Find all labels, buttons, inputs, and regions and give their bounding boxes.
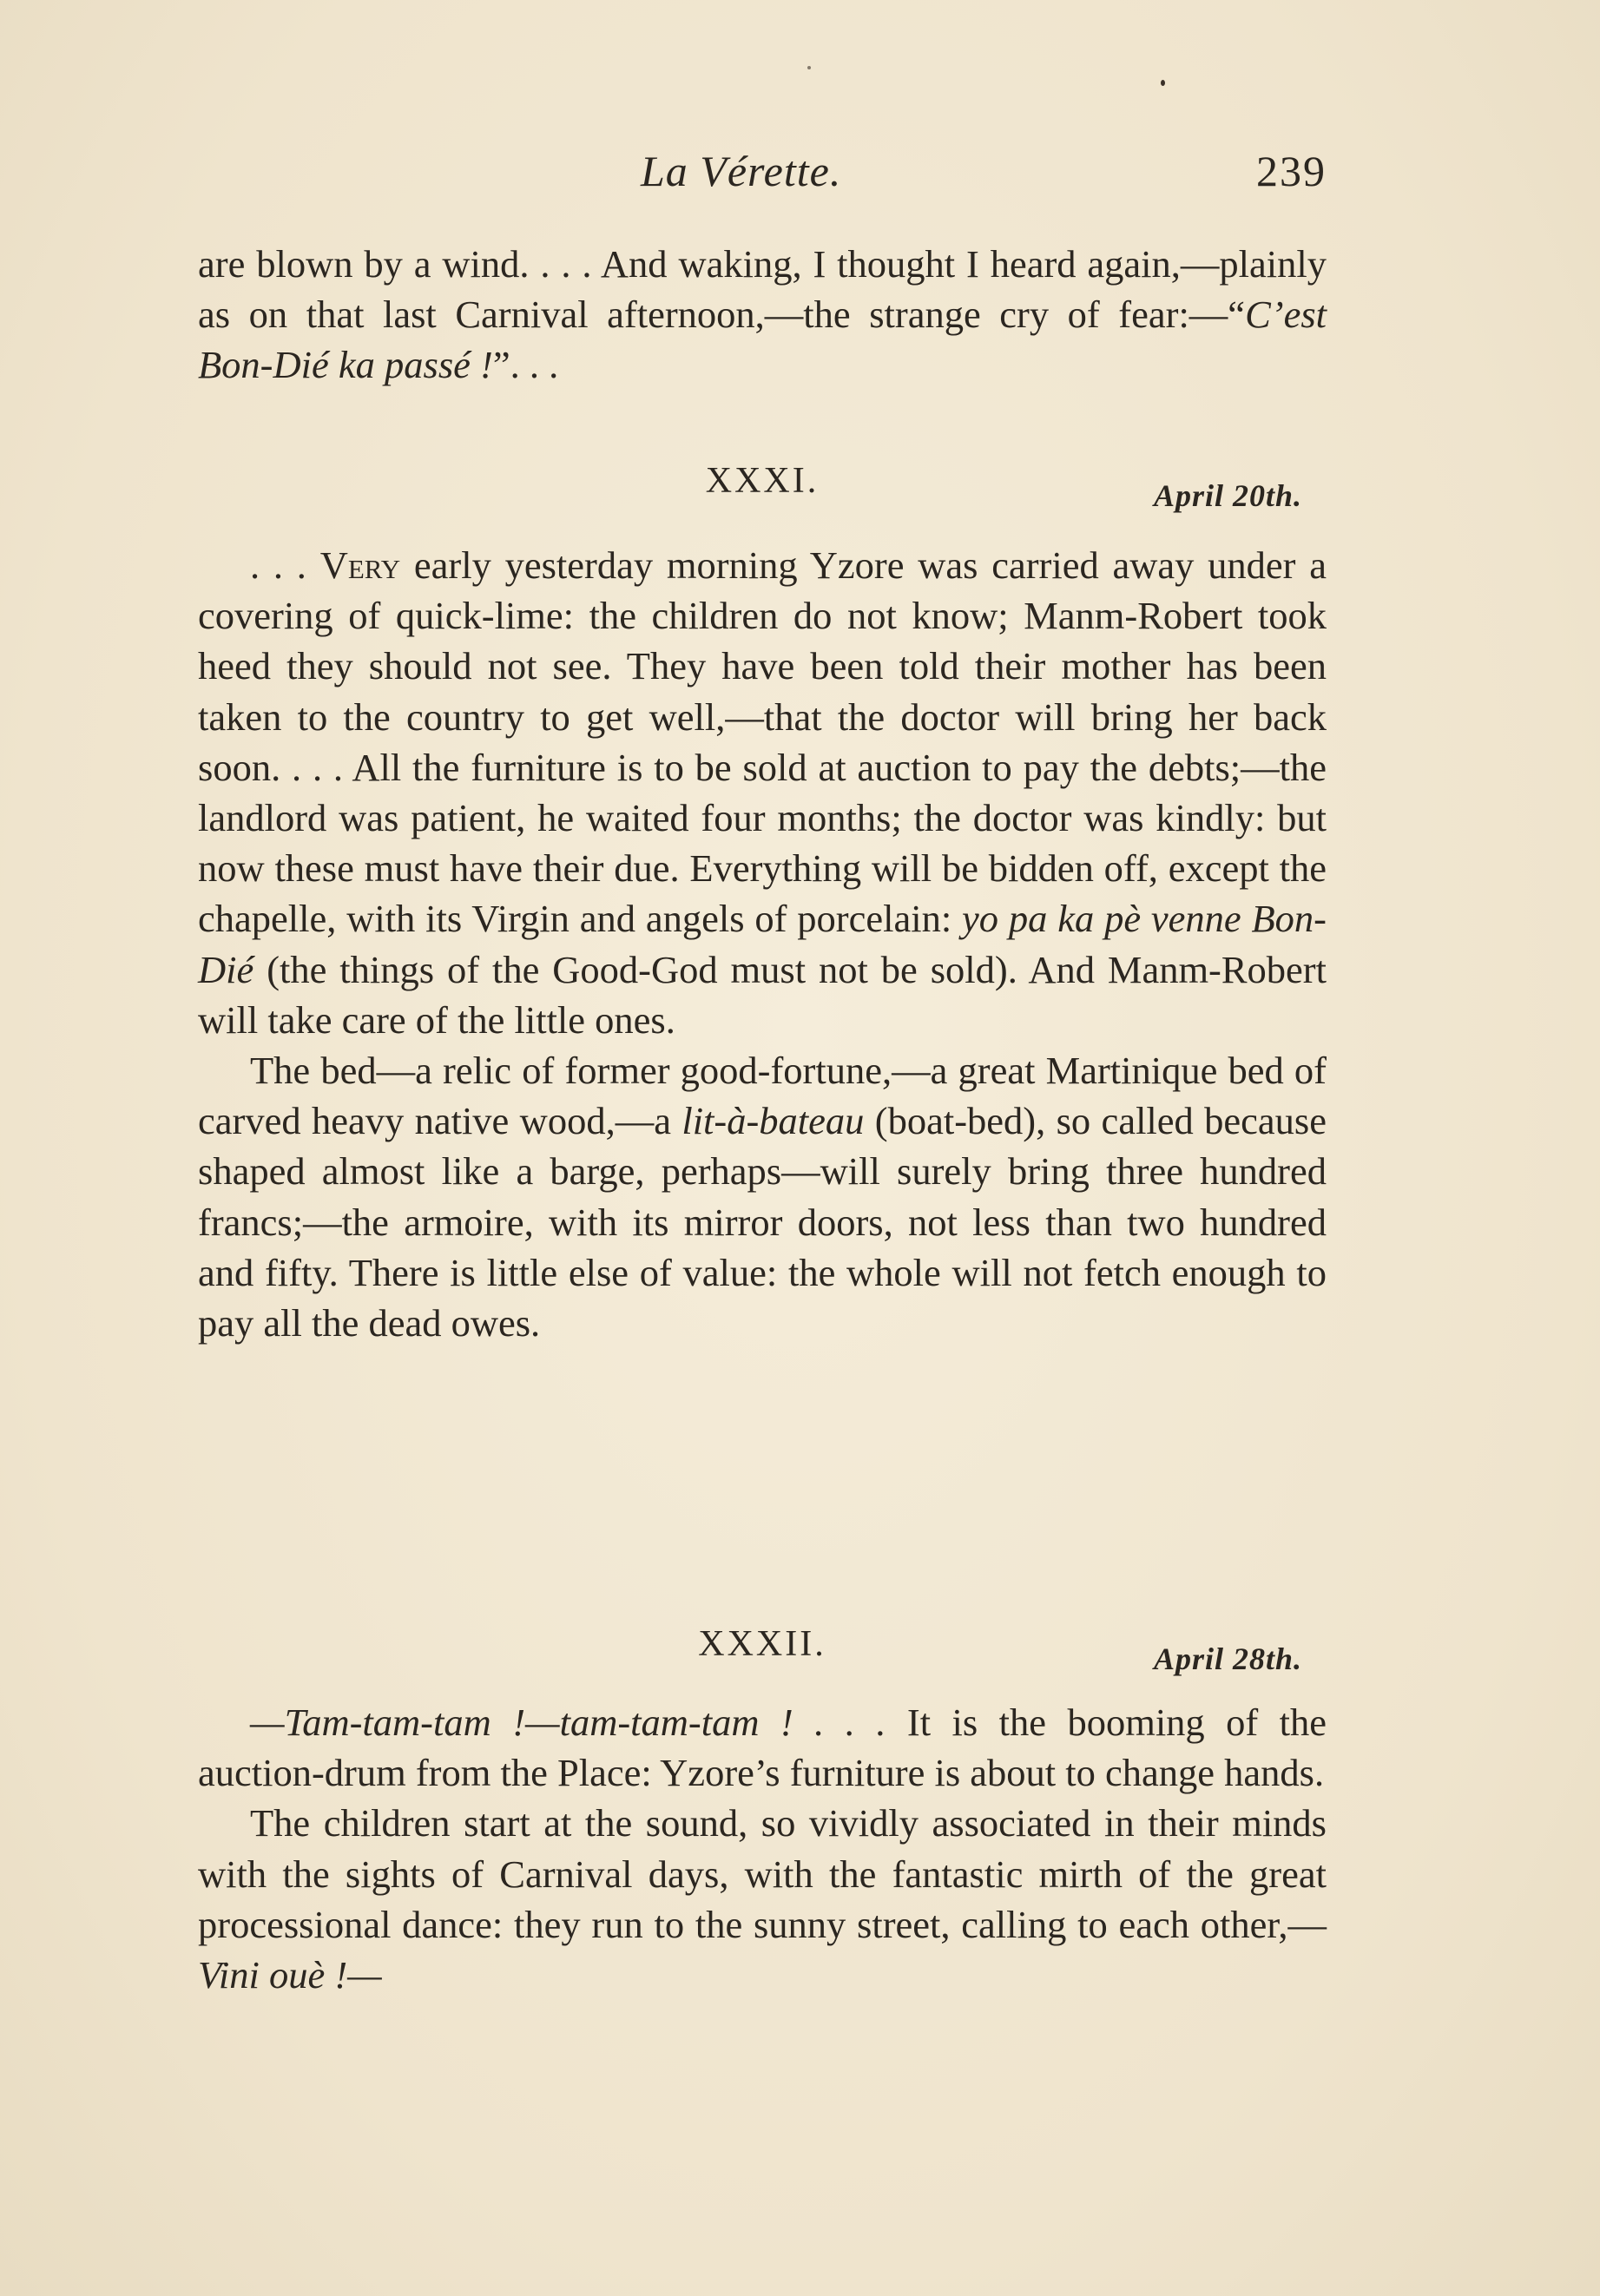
running-title: La Vérette.: [641, 147, 842, 195]
paragraph-text: are blown by a wind. . . . And waking, I thought I heard again,—plainly as on that last Carnival afternoon,—the strange cry of fear:—“: [198, 242, 1327, 337]
paragraph-text: The children start at the sound, so vividly associated in their minds with the sights of Carnival days, with the fantastic mirth of the great processional dance: they run to the sunny street, calling to each other,—: [198, 1801, 1327, 1946]
paragraph: [198, 1798, 1327, 2000]
paragraph-text: (boat-bed), so called because shaped almost like a barge, perhaps—will surely bring three hundred francs;—the armoire, with its mirror doors, not less than two hundred and fifty. There is little else of value: the whole will not fetch enough to pay all the dead owes.: [198, 1099, 1327, 1345]
creole-phrase: yo pa ka pè venne Bon-Dié: [198, 897, 1327, 991]
paragraph: [198, 1697, 1327, 1798]
ink-speck: [1161, 80, 1165, 86]
opening-paragraph: [198, 239, 1327, 391]
italic-term: lit-à-bateau: [681, 1099, 865, 1143]
section-xxxi-body: [198, 540, 1327, 1348]
creole-phrase: Vini ouè !—: [198, 1953, 382, 1997]
ink-speck: [807, 66, 811, 69]
section-number: XXXI.: [705, 461, 820, 501]
page-header: [198, 146, 1327, 207]
section-number: XXXII.: [698, 1624, 826, 1664]
paragraph-text: (the things of the Good-God must not be sold). And Manm-Robert will take care of the little ones.: [198, 947, 1327, 1042]
section-date: April 20th.: [1153, 478, 1302, 513]
section-xxxii-body: [198, 1697, 1327, 2000]
creole-phrase: C’est Bon-Dié ka passé !: [198, 293, 1327, 387]
paragraph-text: It is the booming of the auction-drum from the Place: Yzore’s furniture is about to change hands.: [198, 1701, 1327, 1795]
section-heading-xxxi: [198, 460, 1327, 521]
paragraph: [198, 1045, 1327, 1348]
paragraph-text: early yesterday morning Yzore was carried away under a covering of quick-lime: the children do not know; Manm-Robert took heed they should not see. They have been told their mother has been taken to the country to get well,—that the doctor will bring her back soon. . . . All the furniture is to be sold at auction to pay the debts;—the landlord was patient, he waited four months; the doctor was kindly: but now these must have their due. Everything will be bidden off, except the chapelle, with its Virgin and angels of porcelain:: [198, 543, 1327, 941]
paragraph: [198, 540, 1327, 1045]
page-number: 239: [1256, 147, 1327, 195]
paragraph: [198, 239, 1327, 391]
paragraph-text: ”. . .: [492, 343, 559, 387]
drum-sound: —Tam-tam-tam !—tam-tam-tam ! . . .: [250, 1701, 886, 1744]
section-heading-xxxii: [198, 1623, 1327, 1684]
section-date: April 28th.: [1153, 1641, 1302, 1676]
paragraph-text: . . .: [250, 543, 320, 587]
paragraph-text: The bed—a relic of former good-fortune,—a great Martinique bed of carved heavy native wood,—a: [198, 1049, 1327, 1143]
small-caps-word: Very: [319, 543, 401, 587]
